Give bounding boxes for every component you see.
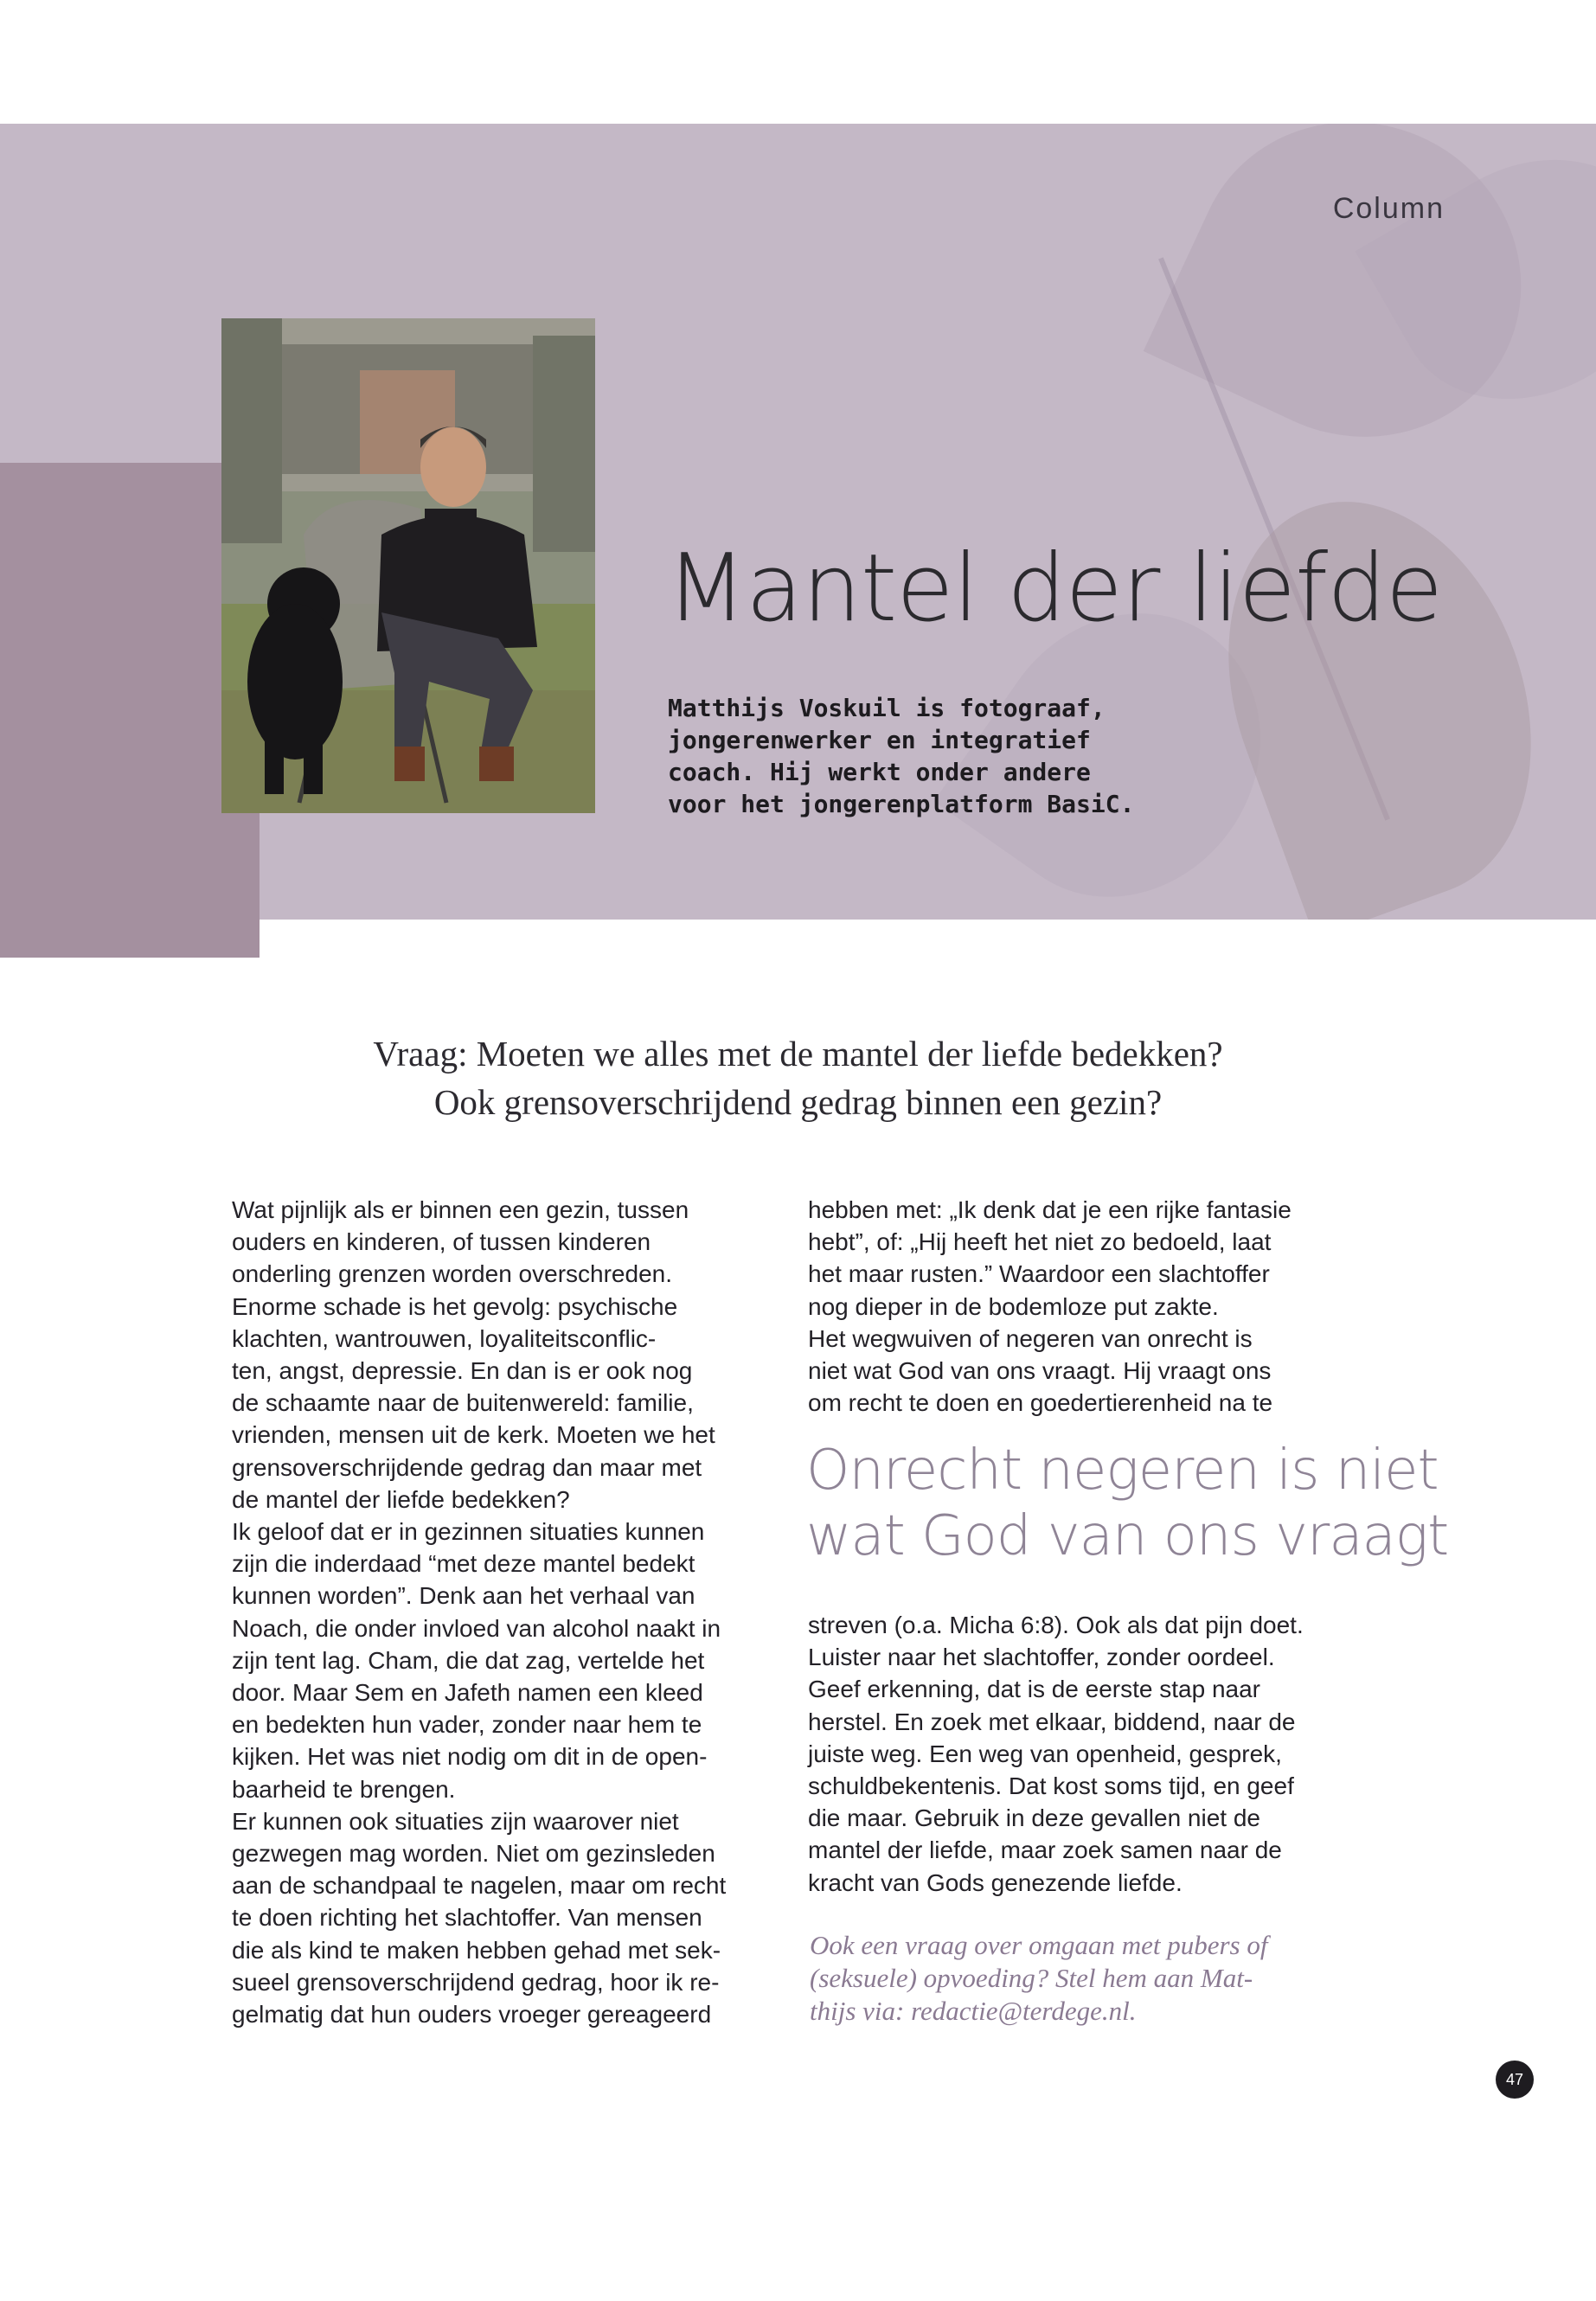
reader-question [173, 1029, 1423, 1126]
page-number: 47 [1496, 2061, 1534, 2099]
text-line: door. Maar Sem en Jafeth namen een kleed [232, 1679, 703, 1707]
body-column-right-top [808, 1194, 1370, 1419]
article-title: Mantel der liefde [666, 535, 1443, 643]
text-line: streven (o.a. Micha 6:8). Ook als dat pijn doet. [808, 1612, 1304, 1638]
text-line: klachten, wantrouwen, loyaliteitsconflic- [232, 1324, 657, 1352]
pull-quote [806, 1438, 1464, 1569]
contact-line: thijs via: redactie@terdege.nl. [810, 1996, 1137, 2026]
text-line: hebben met: „Ik denk dat je een rijke fantasie [808, 1196, 1292, 1223]
text-line: aan de schandpaal te nagelen, maar om recht [232, 1872, 727, 1900]
text-line: ten, angst, depressie. En dan is er ook nog [232, 1357, 693, 1385]
text-line: om recht te doen en goedertierenheid na te [808, 1389, 1273, 1417]
text-line: Geef erkenning, dat is de eerste stap naar [808, 1676, 1260, 1703]
question-line: Ook grensoverschrijdend gedrag binnen een gezin? [433, 1082, 1163, 1122]
text-line: onderling grenzen worden overschreden. [232, 1260, 672, 1288]
decorative-leaf [1176, 459, 1584, 920]
text-line: kijken. Het was niet nodig om dit in de open- [232, 1743, 708, 1771]
text-line: het maar rusten.” Waardoor een slachtoffer [808, 1260, 1270, 1288]
text-line: de mantel der liefde bedekken? [232, 1485, 570, 1513]
text-line: baarheid te brengen. [232, 1775, 456, 1803]
text-line: die maar. Gebruik in deze gevallen niet de [808, 1804, 1260, 1832]
text-line: zijn tent lag. Cham, die dat zag, vertelde het [232, 1646, 705, 1674]
text-line: ouders en kinderen, of tussen kinderen [232, 1228, 651, 1256]
text-line: Ik geloof dat er in gezinnen situaties kunnen [232, 1518, 705, 1546]
text-line: Wat pijnlijk als er binnen een gezin, tussen [232, 1196, 689, 1223]
text-line: kracht van Gods genezende liefde. [808, 1868, 1183, 1896]
body-column-left [232, 1194, 768, 2030]
author-photo [221, 318, 595, 813]
contact-note [810, 1929, 1372, 2028]
bio-line: jongerenwerker en integratief [668, 726, 1091, 754]
text-line: kunnen worden”. Denk aan het verhaal van [232, 1582, 695, 1610]
text-line: grensoverschrijdende gedrag dan maar met [232, 1453, 702, 1481]
body-column-right-bottom [808, 1609, 1370, 1899]
text-line: Het wegwuiven of negeren van onrecht is [808, 1324, 1253, 1352]
question-line: Vraag: Moeten we alles met de mantel der liefde bedekken? [373, 1034, 1223, 1074]
text-line: herstel. En zoek met elkaar, biddend, naar de [808, 1708, 1296, 1735]
author-bio [668, 692, 1230, 820]
text-line: juiste weg. Een weg van openheid, gesprek, [808, 1740, 1282, 1767]
text-line: zijn die inderdaad “met deze mantel bedekt [232, 1550, 695, 1578]
text-line: vrienden, mensen uit de kerk. Moeten we het [232, 1421, 715, 1449]
bio-line: coach. Hij werkt onder andere [668, 758, 1091, 786]
text-line: die als kind te maken hebben gehad met sek- [232, 1936, 721, 1964]
text-line: schuldbekentenis. Dat kost soms tijd, en geef [808, 1772, 1294, 1800]
accent-block [0, 463, 260, 958]
text-line: Luister naar het slachtoffer, zonder oordeel. [808, 1644, 1275, 1671]
bio-line: voor het jongerenplatform BasiC. [668, 790, 1135, 818]
pull-quote-line: wat God van ons vraagt [806, 1504, 1449, 1568]
text-line: hebt”, of: „Hij heeft het niet zo bedoeld, laat [808, 1228, 1272, 1256]
text-line: de schaamte naar de buitenwereld: familie, [232, 1389, 694, 1417]
text-line: nog dieper in de bodemloze put zakte. [808, 1292, 1219, 1320]
text-line: te doen richting het slachtoffer. Van mensen [232, 1904, 702, 1932]
text-line: niet wat God van ons vraagt. Hij vraagt ons [808, 1357, 1272, 1385]
section-label: Column [1332, 192, 1445, 225]
bio-line: Matthijs Voskuil is fotograaf, [668, 694, 1106, 722]
text-line: gezwegen mag worden. Niet om gezinsleden [232, 1840, 715, 1868]
contact-line: Ook een vraag over omgaan met pubers of [810, 1930, 1268, 1960]
text-line: en bedekten hun vader, zonder naar hem te [232, 1711, 702, 1739]
pull-quote-line: Onrecht negeren is niet [806, 1439, 1439, 1503]
contact-line: (seksuele) opvoeding? Stel hem aan Mat- [810, 1963, 1253, 1993]
text-line: gelmatig dat hun ouders vroeger gereageerd [232, 2001, 712, 2029]
text-line: Noach, die onder invloed van alcohol naakt in [232, 1614, 721, 1642]
text-line: Er kunnen ook situaties zijn waarover niet [232, 1807, 679, 1835]
text-line: Enorme schade is het gevolg: psychische [232, 1292, 678, 1320]
text-line: mantel der liefde, maar zoek samen naar de [808, 1836, 1282, 1864]
text-line: sueel grensoverschrijdend gedrag, hoor ik re- [232, 1968, 720, 1996]
